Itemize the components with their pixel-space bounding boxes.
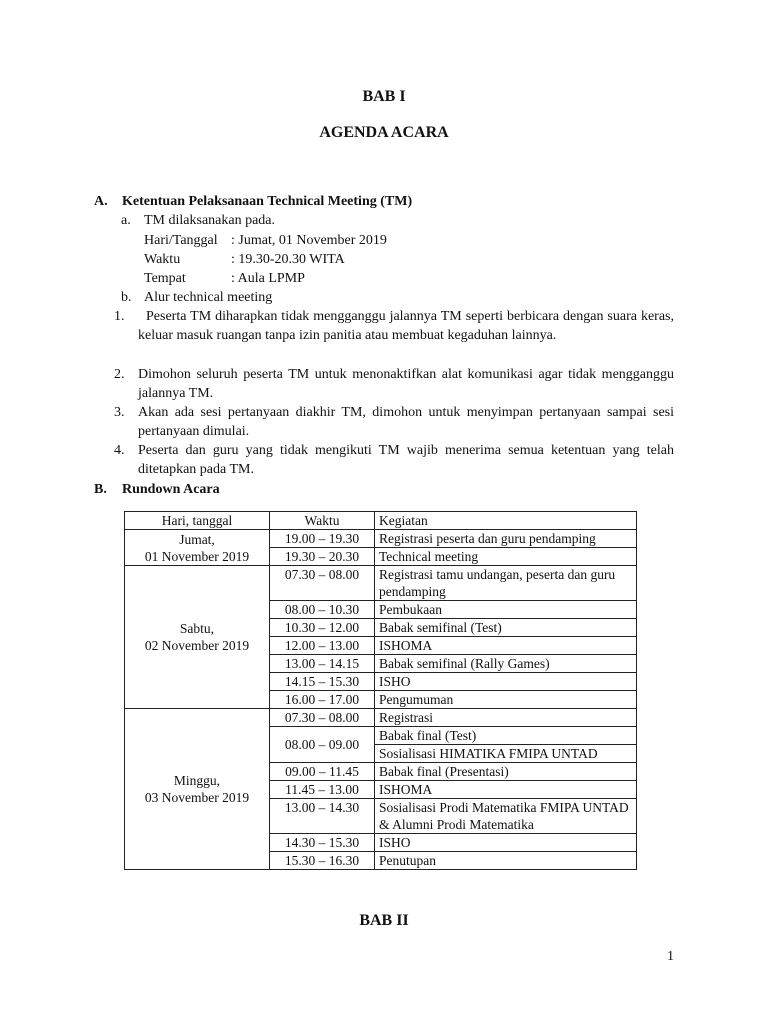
section-a-letter: A. — [94, 194, 108, 209]
time-cell: 15.30 – 16.30 — [270, 852, 375, 870]
page-number: 1 — [667, 949, 674, 964]
time-cell: 08.00 – 10.30 — [270, 601, 375, 619]
time-cell: 13.00 – 14.15 — [270, 655, 375, 673]
time-cell: 14.30 – 15.30 — [270, 834, 375, 852]
table-header-row — [125, 512, 637, 530]
activity-cell: Babak final (Presentasi) — [375, 763, 637, 781]
activity-cell: ISHO — [375, 673, 637, 691]
activity-cell: ISHOMA — [375, 637, 637, 655]
time-cell: 07.30 – 08.00 — [270, 566, 375, 601]
day-date: 02 November 2019 — [144, 638, 250, 653]
chapter-heading-2: BAB II — [359, 912, 409, 929]
activity-cell: Sosialisasi HIMATIKA FMIPA UNTAD — [375, 745, 637, 763]
activity-cell: Technical meeting — [375, 548, 637, 566]
activity-cell: Registrasi — [375, 709, 637, 727]
time-cell: 09.00 – 11.45 — [270, 763, 375, 781]
day-name: Sabtu, — [179, 621, 215, 636]
activity-cell: Babak semifinal (Test) — [375, 619, 637, 637]
rule-number: 3. — [114, 405, 125, 420]
section-b-letter: B. — [94, 482, 107, 497]
activity-cell: Babak semifinal (Rally Games) — [375, 655, 637, 673]
activity-cell: Registrasi tamu undangan, peserta dan guru pendamping — [375, 566, 637, 601]
day-cell — [125, 530, 270, 566]
detail-label-place: Tempat — [144, 271, 186, 286]
time-cell: 19.00 – 19.30 — [270, 530, 375, 548]
table-row — [125, 530, 637, 548]
time-cell: 16.00 – 17.00 — [270, 691, 375, 709]
rundown-table — [124, 511, 637, 870]
rule-number: 4. — [114, 443, 125, 458]
table-header: Waktu — [270, 512, 375, 530]
detail-label-time: Waktu — [144, 252, 181, 267]
rule-text: Akan ada sesi pertanyaan diakhir TM, dimohon untuk menyimpan pertanyaan sampai sesi pertanyaan dimulai. — [138, 405, 674, 439]
activity-cell: Babak final (Test) — [375, 727, 637, 745]
day-name: Jumat, — [179, 531, 215, 547]
day-cell — [125, 709, 270, 870]
rule-text: Peserta dan guru yang tidak mengikuti TM wajib menerima semua ketentuan yang telah ditetapkan pada TM. — [138, 443, 674, 477]
activity-cell: Pembukaan — [375, 601, 637, 619]
activity-cell: Pengumuman — [375, 691, 637, 709]
activity-cell: ISHOMA — [375, 781, 637, 799]
day-date: 01 November 2019 — [144, 548, 250, 564]
time-cell: 12.00 – 13.00 — [270, 637, 375, 655]
item-a-text: TM dilaksanakan pada. — [144, 213, 276, 228]
day-cell — [125, 566, 270, 709]
rule-number: 2. — [114, 367, 125, 382]
time-cell: 13.00 – 14.30 — [270, 799, 375, 834]
section-b-heading: Rundown Acara — [122, 482, 220, 497]
table-row — [125, 709, 637, 727]
table-header: Hari, tanggal — [125, 512, 270, 530]
detail-value-place: : Aula LPMP — [231, 271, 305, 286]
rule-number: 1. — [114, 309, 125, 324]
day-name: Minggu, — [173, 773, 221, 788]
activity-cell: Penutupan — [375, 852, 637, 870]
detail-label-date: Hari/Tanggal — [144, 233, 218, 248]
time-cell: 11.45 – 13.00 — [270, 781, 375, 799]
section-a-heading: Ketentuan Pelaksanaan Technical Meeting (TM) — [122, 194, 413, 209]
item-b-text: Alur technical meeting — [144, 290, 273, 305]
chapter-heading: BAB I — [362, 88, 406, 105]
rule-text: Dimohon seluruh peserta TM untuk menonaktifkan alat komunikasi agar tidak mengganggu jalannya TM. — [138, 367, 674, 401]
time-cell: 14.15 – 15.30 — [270, 673, 375, 691]
rule-text: Peserta TM diharapkan tidak mengganggu jalannya TM seperti berbicara dengan suara keras, keluar masuk ruangan tanpa izin panitia atau membuat kegaduhan lainnya. — [138, 309, 674, 343]
time-cell: 19.30 – 20.30 — [270, 548, 375, 566]
time-cell: 07.30 – 08.00 — [270, 709, 375, 727]
page-title: AGENDA ACARA — [319, 124, 449, 141]
time-cell: 10.30 – 12.00 — [270, 619, 375, 637]
activity-cell: Sosialisasi Prodi Matematika FMIPA UNTAD & Alumni Prodi Matematika — [375, 799, 637, 834]
table-row — [125, 566, 637, 601]
table-header: Kegiatan — [375, 512, 637, 530]
detail-value-time: : 19.30-20.30 WITA — [231, 252, 345, 267]
activity-cell: ISHO — [375, 834, 637, 852]
item-a-letter: a. — [121, 213, 131, 228]
item-b-letter: b. — [121, 290, 132, 305]
activity-cell: Registrasi peserta dan guru pendamping — [375, 530, 637, 548]
time-cell: 08.00 – 09.00 — [270, 727, 375, 763]
day-date: 03 November 2019 — [144, 790, 250, 805]
detail-value-date: : Jumat, 01 November 2019 — [231, 233, 387, 248]
